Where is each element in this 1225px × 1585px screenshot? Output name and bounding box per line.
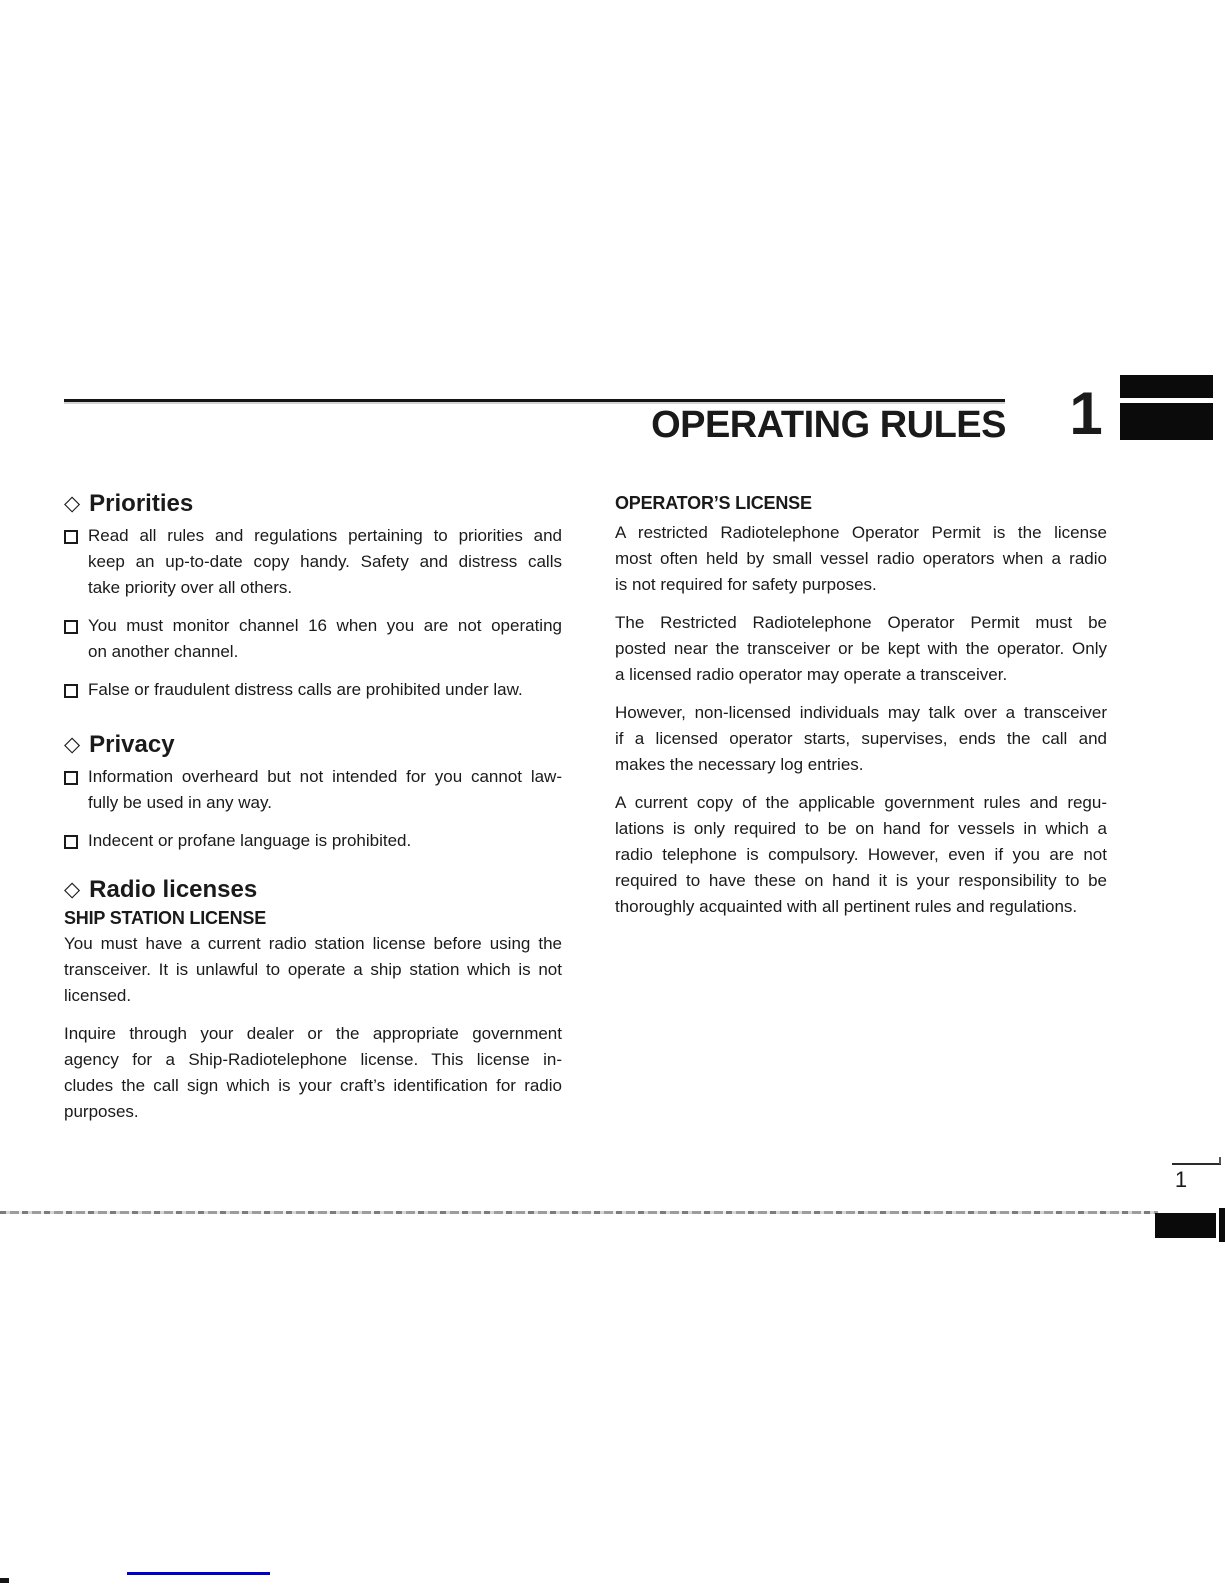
checkbox-icon [64,835,78,849]
text-line: required to have these on hand it is your responsibility to be [615,871,1107,890]
left-column [64,490,562,1137]
bullet-item [64,764,562,816]
paragraph [64,1021,562,1125]
section-heading-priorities [64,490,562,519]
section-heading-radio-licenses [64,876,562,905]
paragraph [615,520,1107,598]
text-line: thoroughly acquainted with all pertinent rules and regulations. [615,897,1078,916]
text-line: if a licensed operator starts, supervises, ends the call and [615,729,1107,748]
diamond-icon: ◇ [64,733,81,756]
bottom-tab-bar [1155,1213,1216,1238]
text-line: transceiver. It is unlawful to operate a ship station which is not [64,960,562,979]
page-number-rule [1172,1163,1221,1165]
text-line: Indecent or profane language is prohibited. [88,831,412,850]
bullet-item [64,677,562,703]
section-privacy [64,731,562,854]
chapter-number: 1 [1069,380,1103,447]
bullet-item [64,828,562,854]
text-line: The Restricted Radiotelephone Operator Permit must be [615,613,1107,632]
text-line: Inquire through your dealer or the appropriate government [64,1024,562,1043]
paragraph [615,610,1107,688]
text-line: makes the necessary log entries. [615,755,864,774]
text-line: You must have a current radio station license before using the [64,934,562,953]
text-line: is not required for safety purposes. [615,575,877,594]
diamond-icon: ◇ [64,492,81,515]
page-number: 1 [1174,1167,1188,1192]
bullet-item [64,523,562,601]
section-heading-operators-license: OPERATOR’S LICENSE [615,493,812,513]
text-line: lations is only required to be on hand for vessels in which a [615,819,1107,838]
bottom-edge-bar [1219,1208,1225,1242]
text-line: Information overheard but not intended for you cannot law- [88,767,562,786]
section-title-text: Priorities [89,490,194,517]
subsection-heading-ship-station-license: SHIP STATION LICENSE [64,908,267,928]
checkbox-icon [64,771,78,785]
right-column [615,490,1107,932]
scan-noise-line [0,1211,1158,1214]
text-line: A restricted Radiotelephone Operator Permit is the license [615,523,1107,542]
scan-corner-speck [0,1578,9,1583]
text-line: licensed. [64,986,132,1005]
chapter-tab-bottom-bar [1120,403,1213,440]
text-line: fully be used in any way. [88,793,272,812]
text-line: However, non-licensed individuals may talk over a transceiver [615,703,1107,722]
text-line: a licensed radio operator may operate a transceiver. [615,665,1008,684]
text-line: radio telephone is compulsory. However, even if you are not [615,845,1107,864]
paragraph [64,931,562,1009]
text-line: on another channel. [88,642,239,661]
chapter-tab-top-bar [1120,375,1213,398]
bullet-item [64,613,562,665]
paragraph [615,700,1107,778]
text-line: You must monitor channel 16 when you are not operating [88,616,562,635]
text-line: purposes. [64,1102,139,1121]
paragraph [615,790,1107,920]
checkbox-icon [64,684,78,698]
text-line: keep an up-to-date copy handy. Safety and distress calls [88,552,562,571]
diamond-icon: ◇ [64,878,81,901]
page-title: OPERATING RULES [651,404,1006,446]
section-title-text: Privacy [89,731,175,758]
section-heading-privacy [64,731,562,760]
section-title-text: Radio licenses [89,876,258,903]
text-line: A current copy of the applicable government rules and regu- [615,793,1107,812]
bottom-blue-line [127,1572,270,1575]
checkbox-icon [64,530,78,544]
text-line: posted near the transceiver or be kept with the operator. Only [615,639,1107,658]
page-number-rule-tick [1219,1157,1221,1164]
section-priorities [64,490,562,703]
header-rule [64,399,1005,402]
checkbox-icon [64,620,78,634]
text-line: agency for a Ship-Radiotelephone license. This license in- [64,1050,562,1069]
text-line: most often held by small vessel radio operators when a radio [615,549,1107,568]
text-line: Read all rules and regulations pertaining to priorities and [88,526,562,545]
text-line: take priority over all others. [88,578,293,597]
text-line: False or fraudulent distress calls are prohibited under law. [88,680,523,699]
section-radio-licenses [64,876,562,1125]
text-line: cludes the call sign which is your craft’s identification for radio [64,1076,562,1095]
